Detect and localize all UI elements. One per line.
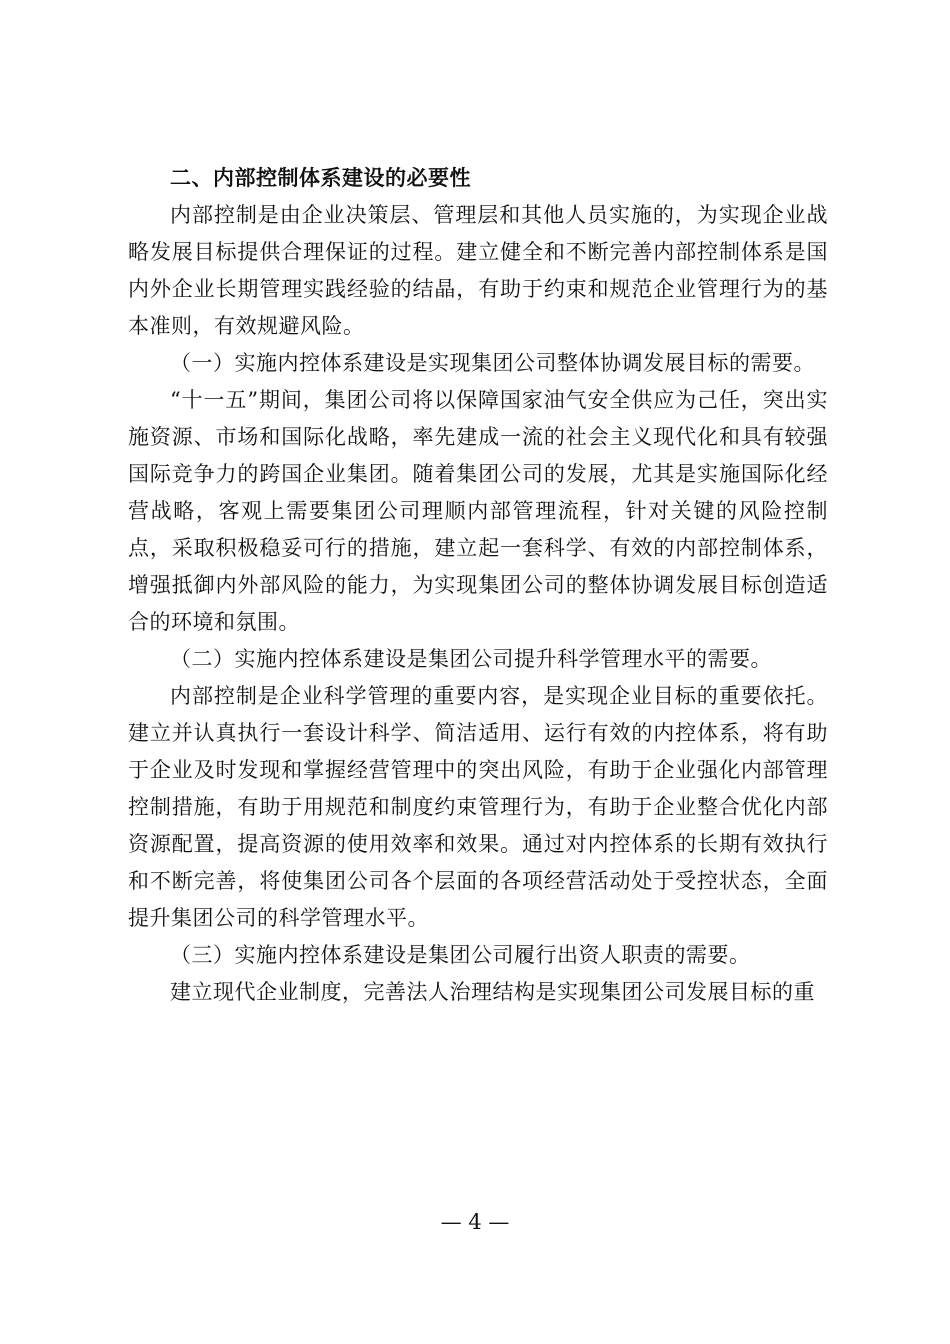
section-heading: 二、内部控制体系建设的必要性 <box>170 166 471 190</box>
subheading-one: （一）实施内控体系建设是实现集团公司整体协调发展目标的需要。 <box>170 351 815 375</box>
subheading-three: （三）实施内控体系建设是集团公司履行出资人职责的需要。 <box>170 943 751 967</box>
subheading-two: （二）实施内控体系建设是集团公司提升科学管理水平的需要。 <box>170 647 772 671</box>
paragraph-two: 内部控制是企业科学管理的重要内容，是实现企业目标的重要依托。建立并认真执行一套设计科学、简洁适用、运行有效的内控体系，将有助于企业及时发现和掌握经营管理中的突出风险，有助于企业强化内部管理控制措施，有助于用规范和制度约束管理行为，有助于企业整合优化内部资源配置，提高资源的使用效率和效果。通过对内控体系的长期有效执行和不断完善，将使集团公司各个层面的各项经营活动处于受控状态，全面提升集团公司的科学管理水平。 <box>128 684 828 930</box>
paragraph-three: 建立现代企业制度，完善法人治理结构是实现集团公司发展目标的重 <box>170 980 815 1004</box>
paragraph-one: “十一五”期间，集团公司将以保障国家油气安全供应为己任，突出实施资源、市场和国际化战略，率先建成一流的社会主义现代化和具有较强国际竞争力的跨国企业集团。随着集团公司的发展，尤其是实施国际化经营战略，客观上需要集团公司理顺内部管理流程，针对关键的风险控制点，采取积极稳妥可行的措施，建立起一套科学、有效的内部控制体系，增强抵御内外部风险的能力，为实现集团公司的整体协调发展目标创造适合的环境和氛围。 <box>128 388 828 634</box>
page-number: — 4 — <box>440 1210 510 1234</box>
document-body <box>128 160 828 1011</box>
paragraph-intro: 内部控制是由企业决策层、管理层和其他人员实施的，为实现企业战略发展目标提供合理保证的过程。建立健全和不断完善内部控制体系是国内外企业长期管理实践经验的结晶，有助于约束和规范企业管理行为的基本准则，有效规避风险。 <box>128 203 828 338</box>
